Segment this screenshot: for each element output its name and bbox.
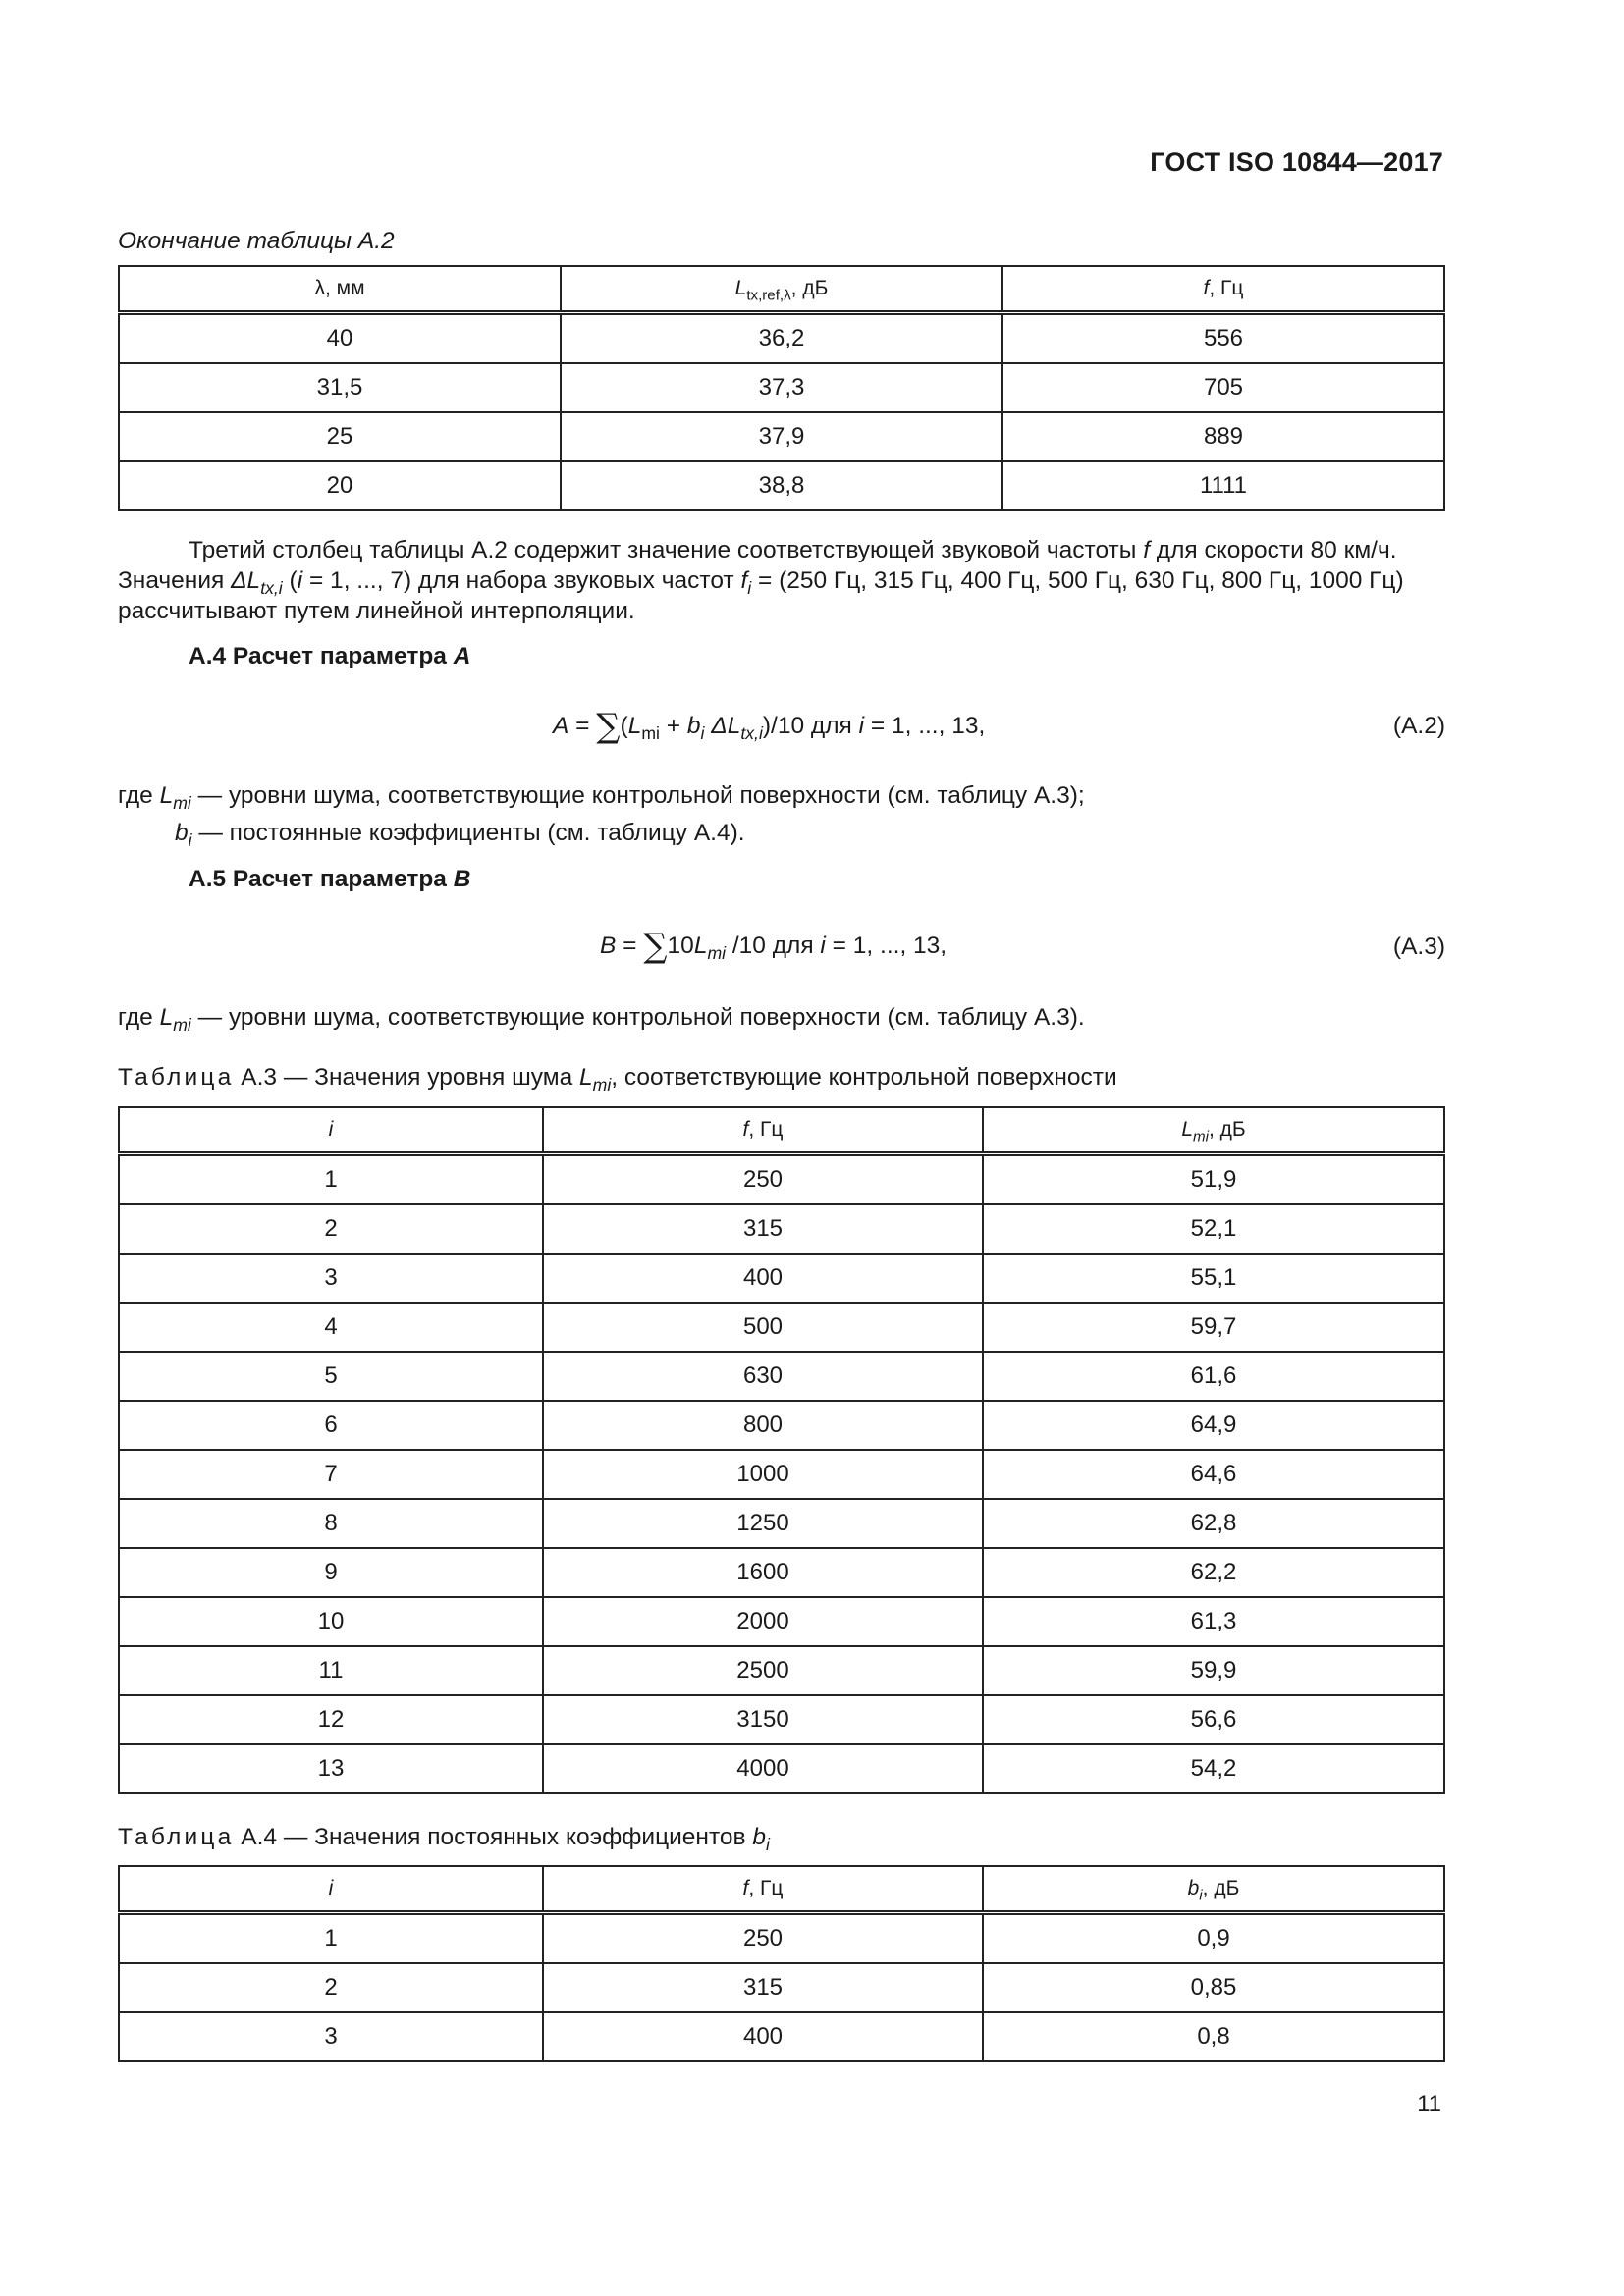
table-cell: 11 (119, 1646, 543, 1695)
section-a4-heading: А.4 Расчет параметра A (189, 643, 471, 669)
formula-a3-number: (А.3) (1392, 934, 1445, 960)
table-cell: 400 (543, 2012, 983, 2061)
table-cell: 630 (543, 1352, 983, 1401)
table-cell: 52,1 (983, 1204, 1444, 1254)
table-cell: 64,6 (983, 1450, 1444, 1499)
section-a5-heading: А.5 Расчет параметра B (189, 866, 471, 892)
table-row (119, 461, 1444, 510)
table-row (119, 1913, 1444, 1964)
where-lmi-a5: где $L_{mi}$ — уровни шума, соответствующие контрольной поверхности (см. таблицу А.3). (118, 1004, 1085, 1036)
table-cell: 2 (119, 1204, 543, 1254)
column-header-index: i (119, 1107, 543, 1154)
column-header-coefficient: $b_i$, дБ (983, 1866, 1444, 1913)
table-cell: 6 (119, 1401, 543, 1450)
column-header-frequency: f, Гц (543, 1107, 983, 1154)
table-cell: 3150 (543, 1695, 983, 1744)
table-a3-caption: Таблица А.3 — Значения уровня шума $L_{mi}$, соответствующие контрольной поверхности (118, 1064, 1117, 1095)
table-cell: 61,6 (983, 1352, 1444, 1401)
table-cell: 31,5 (119, 363, 561, 412)
table-row (119, 1548, 1444, 1597)
table-cell: 500 (543, 1303, 983, 1352)
table-row (119, 1352, 1444, 1401)
table-cell: 8 (119, 1499, 543, 1548)
table-cell: 705 (1002, 363, 1444, 412)
table-row (119, 1303, 1444, 1352)
table-cell: 889 (1002, 412, 1444, 461)
table-cell: 40 (119, 313, 561, 364)
table-cell: 2 (119, 1963, 543, 2012)
where-lmi-a4: где $L_{mi}$ — уровни шума, соответствующие контрольной поверхности (см. таблицу А.3); (118, 782, 1085, 814)
table-cell: 1000 (543, 1450, 983, 1499)
table-row (119, 363, 1444, 412)
page-number: 11 (1417, 2091, 1441, 2117)
table-cell: 0,85 (983, 1963, 1444, 2012)
table-row (119, 1450, 1444, 1499)
table-cell: 1111 (1002, 461, 1444, 510)
table-cell: 1 (119, 1154, 543, 1205)
table-cell: 56,6 (983, 1695, 1444, 1744)
formula-a2-number: (А.2) (1392, 713, 1445, 739)
table-row (119, 1254, 1444, 1303)
table-cell: 250 (543, 1154, 983, 1205)
table-cell: 55,1 (983, 1254, 1444, 1303)
table-row (119, 1204, 1444, 1254)
body-paragraph (118, 535, 1445, 626)
column-header-index: i (119, 1866, 543, 1913)
paragraph-line-3: рассчитывают путем линейной интерполяции. (118, 598, 635, 624)
table-header-row (119, 1866, 1444, 1913)
table-cell: 315 (543, 1204, 983, 1254)
table-cell: 2500 (543, 1646, 983, 1695)
paragraph-line-1: Третий столбец таблицы А.2 содержит значение соответствующей звуковой частоты f для скорости 80 км/ч. (189, 537, 1397, 563)
table-cell: 25 (119, 412, 561, 461)
table-a2-caption: Окончание таблицы А.2 (118, 228, 395, 254)
table-a3 (118, 1106, 1445, 1794)
table-row (119, 1401, 1444, 1450)
table-header-row (119, 266, 1444, 313)
table-cell: 1250 (543, 1499, 983, 1548)
table-cell: 38,8 (561, 461, 1002, 510)
table-cell: 315 (543, 1963, 983, 2012)
table-cell: 13 (119, 1744, 543, 1793)
column-header-noise-level: $L_{mi}$, дБ (983, 1107, 1444, 1154)
table-row (119, 313, 1444, 364)
table-a4 (118, 1865, 1445, 2062)
table-row (119, 1963, 1444, 2012)
table-cell: 0,9 (983, 1913, 1444, 1964)
table-cell: 1 (119, 1913, 543, 1964)
table-cell: 2000 (543, 1597, 983, 1646)
table-cell: 5 (119, 1352, 543, 1401)
column-header-wavelength: λ, мм (119, 266, 561, 313)
table-row (119, 1646, 1444, 1695)
table-cell: 3 (119, 1254, 543, 1303)
table-cell: 3 (119, 2012, 543, 2061)
table-cell: 62,2 (983, 1548, 1444, 1597)
table-cell: 64,9 (983, 1401, 1444, 1450)
table-cell: 4 (119, 1303, 543, 1352)
table-cell: 4000 (543, 1744, 983, 1793)
table-cell: 62,8 (983, 1499, 1444, 1548)
table-row (119, 1499, 1444, 1548)
table-header-row (119, 1107, 1444, 1154)
column-header-frequency: f, Гц (1002, 266, 1444, 313)
table-row (119, 412, 1444, 461)
table-cell: 7 (119, 1450, 543, 1499)
table-cell: 37,9 (561, 412, 1002, 461)
table-cell: 0,8 (983, 2012, 1444, 2061)
table-cell: 800 (543, 1401, 983, 1450)
where-bi: $b_i$ — постоянные коэффициенты (см. таблицу А.4). (175, 820, 745, 851)
table-cell: 10 (119, 1597, 543, 1646)
table-cell: 1600 (543, 1548, 983, 1597)
column-header-frequency: f, Гц (543, 1866, 983, 1913)
formula-a3: $B = \sum 10L_{mi}$ /10 для i = 1, ..., 13, (600, 927, 947, 966)
table-cell: 51,9 (983, 1154, 1444, 1205)
table-a4-caption: Таблица А.4 — Значения постоянных коэффициентов $b_i$ (118, 1824, 770, 1855)
table-row (119, 1744, 1444, 1793)
table-row (119, 2012, 1444, 2061)
table-cell: 400 (543, 1254, 983, 1303)
table-cell: 36,2 (561, 313, 1002, 364)
formula-a2: $A = \sum(L_{mi} + b_i$ $\Delta L_{tx,i})/10$ для i = 1, ..., 13, (553, 707, 986, 746)
document-header: ГОСТ ISO 10844—2017 (1150, 147, 1443, 177)
table-cell: 12 (119, 1695, 543, 1744)
column-header-level: $L_{tx,ref,\lambda}$, дБ (561, 266, 1002, 313)
table-cell: 556 (1002, 313, 1444, 364)
table-row (119, 1154, 1444, 1205)
table-cell: 37,3 (561, 363, 1002, 412)
table-cell: 59,9 (983, 1646, 1444, 1695)
table-row (119, 1597, 1444, 1646)
table-cell: 250 (543, 1913, 983, 1964)
table-cell: 59,7 (983, 1303, 1444, 1352)
table-cell: 54,2 (983, 1744, 1444, 1793)
table-a2 (118, 265, 1445, 511)
table-cell: 9 (119, 1548, 543, 1597)
table-cell: 61,3 (983, 1597, 1444, 1646)
table-cell: 20 (119, 461, 561, 510)
table-row (119, 1695, 1444, 1744)
paragraph-line-2: Значения $\Delta L_{tx,i}$ (i = 1, ..., 7) для набора звуковых частот $f_i = (250$ Гц, 315 Гц, 400 Гц, 500 Гц, 630 Гц, 800 Гц, 1000 Гц) (118, 567, 1404, 599)
